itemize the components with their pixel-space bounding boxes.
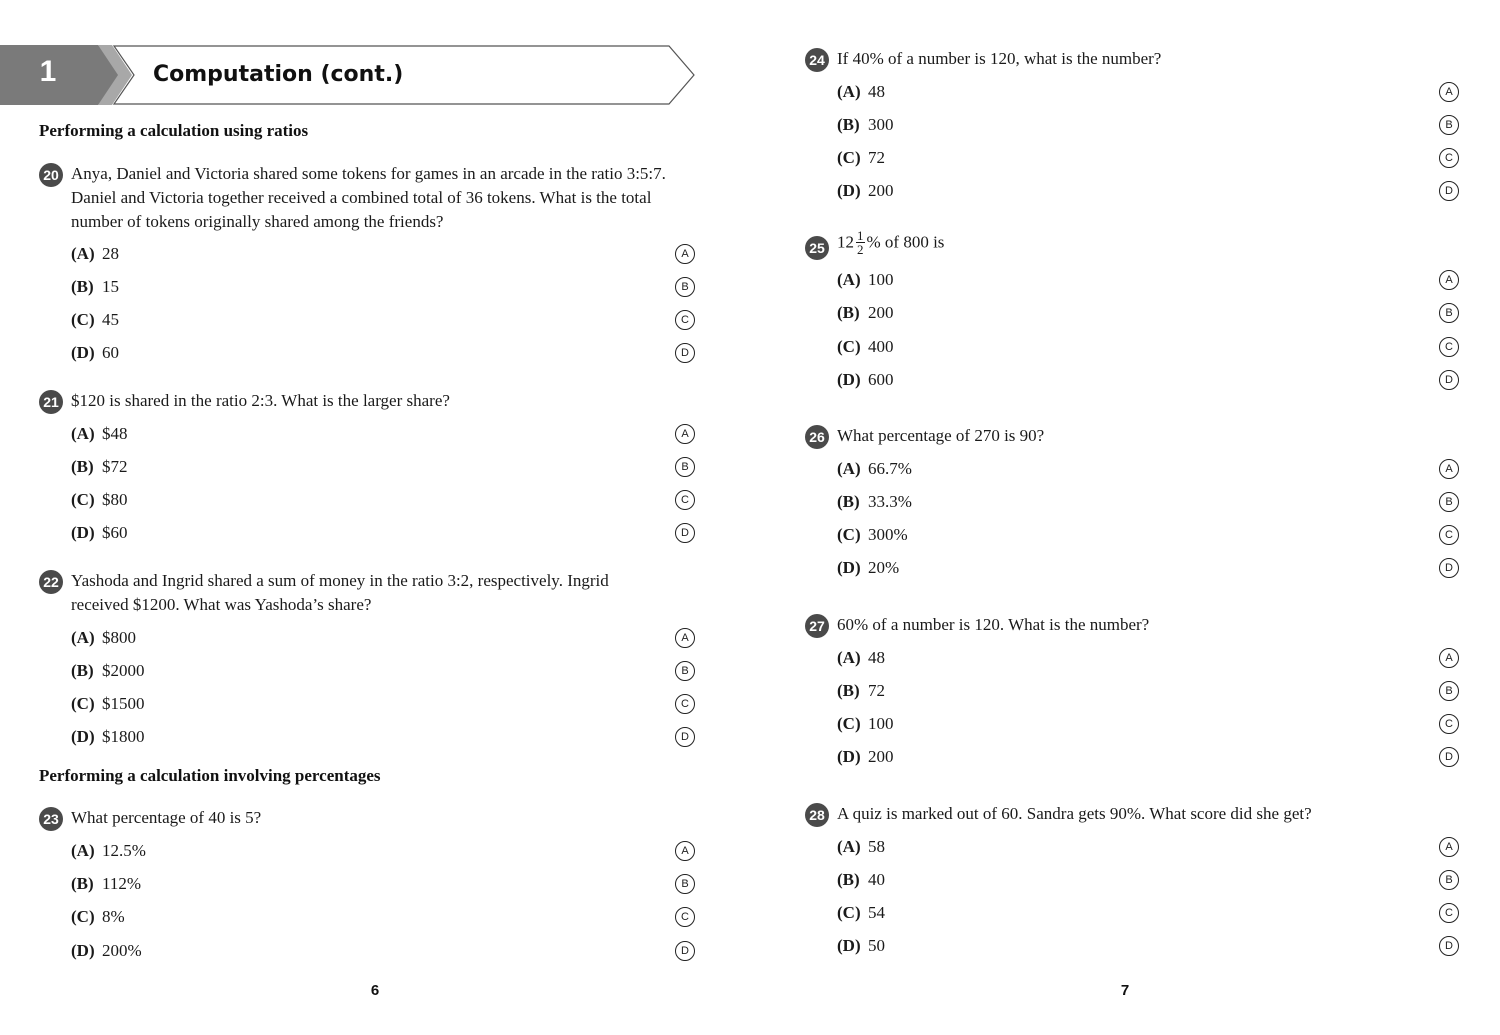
option-value: 300% [868, 525, 908, 544]
option-value: 72 [868, 681, 885, 700]
answer-bubble-b[interactable]: B [1439, 115, 1459, 135]
question-text [837, 424, 1044, 448]
option-value: $60 [102, 523, 128, 542]
option-24-d[interactable] [837, 179, 1462, 203]
option-letter: (A) [837, 82, 861, 101]
question-text-line: number of tokens originally shared among the friends? [71, 212, 444, 231]
option-21-a[interactable] [71, 422, 696, 446]
option-letter: (A) [837, 270, 861, 289]
option-letter: (C) [71, 907, 95, 926]
question-text-line: If 40% of a number is 120, what is the number? [837, 49, 1162, 68]
answer-bubble-a[interactable]: A [1439, 837, 1459, 857]
question-number-badge: 20 [39, 163, 63, 187]
answer-bubble-c[interactable]: C [1439, 337, 1459, 357]
answer-bubble-d[interactable]: D [1439, 747, 1459, 767]
question-text [837, 47, 1161, 71]
answer-bubble-c[interactable]: C [675, 310, 695, 330]
option-letter: (D) [837, 558, 861, 577]
question-text-line: What percentage of 270 is 90? [837, 426, 1045, 445]
question-text [71, 389, 450, 413]
question-number-badge: 28 [805, 803, 829, 827]
answer-bubble-d[interactable]: D [675, 941, 695, 961]
option-24-c[interactable] [837, 146, 1462, 170]
answer-bubble-c[interactable]: C [675, 907, 695, 927]
option-value: 48 [868, 82, 885, 101]
option-22-b[interactable] [71, 659, 696, 683]
section-heading-ratios: Performing a calculation using ratios [39, 121, 309, 140]
option-27-a[interactable] [837, 646, 1462, 670]
option-20-c[interactable] [71, 308, 696, 332]
option-25-b[interactable] [837, 301, 1462, 325]
answer-bubble-a[interactable]: A [675, 424, 695, 444]
option-22-a[interactable] [71, 626, 696, 650]
option-value: $80 [102, 490, 128, 509]
option-25-c[interactable] [837, 335, 1462, 359]
option-letter: (A) [837, 837, 861, 856]
option-27-d[interactable] [837, 745, 1462, 769]
option-26-a[interactable] [837, 457, 1462, 481]
option-letter: (D) [837, 370, 861, 389]
option-value: $72 [102, 457, 128, 476]
question-number-badge: 24 [805, 48, 829, 72]
question-number-badge: 23 [39, 807, 63, 831]
option-26-b[interactable] [837, 490, 1462, 514]
answer-bubble-b[interactable]: B [1439, 681, 1459, 701]
option-value: 100 [868, 714, 894, 733]
option-27-b[interactable] [837, 679, 1462, 703]
question-text-rest: % of 800 is [866, 232, 945, 252]
mixed-number-whole: 12 [837, 232, 854, 252]
question-text-line: A quiz is marked out of 60. Sandra gets 90%. What score did she get? [837, 804, 1312, 823]
answer-bubble-d[interactable]: D [675, 727, 695, 747]
option-28-b[interactable] [837, 868, 1462, 892]
answer-bubble-d[interactable]: D [1439, 558, 1459, 578]
option-letter: (B) [71, 874, 94, 893]
option-22-c[interactable] [71, 692, 696, 716]
option-letter: (D) [71, 523, 95, 542]
option-25-d[interactable] [837, 368, 1462, 392]
question-text-line: $120 is shared in the ratio 2:3. What is the larger share? [71, 391, 450, 410]
answer-bubble-c[interactable]: C [1439, 525, 1459, 545]
question-number-badge: 27 [805, 614, 829, 638]
answer-bubble-a[interactable]: A [1439, 82, 1459, 102]
chapter-number: 1 [39, 55, 57, 88]
option-21-d[interactable] [71, 521, 696, 545]
option-letter: (C) [71, 310, 95, 329]
page-number: 7 [1120, 982, 1130, 999]
option-letter: (A) [837, 459, 861, 478]
option-letter: (B) [837, 492, 860, 511]
option-letter: (D) [837, 747, 861, 766]
question-text [71, 569, 609, 617]
option-letter: (A) [71, 841, 95, 860]
option-value: $48 [102, 424, 128, 443]
option-letter: (C) [837, 148, 861, 167]
option-value: $1800 [102, 727, 145, 746]
option-value: 12.5% [102, 841, 146, 860]
option-value: 300 [868, 115, 894, 134]
option-value: 54 [868, 903, 885, 922]
option-letter: (A) [71, 244, 95, 263]
option-23-b[interactable] [71, 872, 696, 896]
option-28-a[interactable] [837, 835, 1462, 859]
answer-bubble-c[interactable]: C [1439, 903, 1459, 923]
fraction-denominator: 2 [857, 242, 864, 257]
answer-bubble-a[interactable]: A [675, 841, 695, 861]
answer-bubble-b[interactable]: B [675, 457, 695, 477]
option-27-c[interactable] [837, 712, 1462, 736]
option-value: 15 [102, 277, 119, 296]
answer-bubble-a[interactable]: A [1439, 270, 1459, 290]
option-value: 200% [102, 941, 142, 960]
chapter-title: Computation (cont.) [153, 62, 404, 87]
option-value: 50 [868, 936, 885, 955]
answer-bubble-b[interactable]: B [1439, 303, 1459, 323]
option-value: 28 [102, 244, 119, 263]
option-value: 48 [868, 648, 885, 667]
option-20-d[interactable] [71, 341, 696, 365]
option-25-a[interactable] [837, 268, 1462, 292]
option-value: 200 [868, 747, 894, 766]
option-value: $1500 [102, 694, 145, 713]
option-letter: (A) [71, 424, 95, 443]
option-value: 100 [868, 270, 894, 289]
question-number-badge: 22 [39, 570, 63, 594]
question-number-badge: 26 [805, 425, 829, 449]
option-value: 112% [102, 874, 142, 893]
option-24-b[interactable] [837, 113, 1462, 137]
question-text [837, 613, 1149, 637]
option-23-d[interactable] [71, 939, 696, 963]
option-letter: (B) [71, 457, 94, 476]
option-letter: (B) [837, 681, 860, 700]
question-number-badge: 25 [805, 236, 829, 260]
option-letter: (B) [837, 870, 860, 889]
option-letter: (C) [71, 694, 95, 713]
option-letter: (C) [837, 337, 861, 356]
question-text-line: 60% of a number is 120. What is the number? [837, 615, 1150, 634]
option-letter: (D) [837, 181, 861, 200]
answer-bubble-a[interactable]: A [675, 628, 695, 648]
option-23-a[interactable] [71, 839, 696, 863]
option-26-d[interactable] [837, 556, 1462, 580]
option-letter: (B) [71, 661, 94, 680]
answer-bubble-d[interactable]: D [675, 523, 695, 543]
answer-bubble-c[interactable]: C [675, 694, 695, 714]
question-text-line: Anya, Daniel and Victoria shared some tokens for games in an arcade in the ratio 3:5:7. [71, 164, 666, 183]
answer-bubble-b[interactable]: B [675, 661, 695, 681]
answer-bubble-b[interactable]: B [1439, 870, 1459, 890]
answer-bubble-d[interactable]: D [675, 343, 695, 363]
question-text [71, 162, 666, 234]
option-letter: (C) [71, 490, 95, 509]
option-letter: (C) [837, 714, 861, 733]
option-value: 66.7% [868, 459, 912, 478]
option-value: 58 [868, 837, 885, 856]
answer-bubble-a[interactable]: A [1439, 648, 1459, 668]
option-value: 600 [868, 370, 894, 389]
answer-bubble-d[interactable]: D [1439, 370, 1459, 390]
fraction [856, 229, 865, 256]
option-28-d[interactable] [837, 934, 1462, 958]
option-letter: (C) [837, 903, 861, 922]
option-26-c[interactable] [837, 523, 1462, 547]
question-text-line: Daniel and Victoria together received a combined total of 36 tokens. What is the total [71, 188, 652, 207]
answer-bubble-a[interactable]: A [675, 244, 695, 264]
option-value: $2000 [102, 661, 145, 680]
option-letter: (C) [837, 525, 861, 544]
option-letter: (B) [837, 303, 860, 322]
option-letter: (D) [71, 941, 95, 960]
option-letter: (D) [71, 343, 95, 362]
question-text [837, 802, 1312, 826]
option-value: 200 [868, 303, 894, 322]
answer-bubble-c[interactable]: C [675, 490, 695, 510]
answer-bubble-b[interactable]: B [1439, 492, 1459, 512]
option-value: 60 [102, 343, 119, 362]
question-text-line: Yashoda and Ingrid shared a sum of money in the ratio 3:2, respectively. Ingrid [71, 571, 609, 590]
option-value: 20% [868, 558, 900, 577]
option-value: 200 [868, 181, 894, 200]
question-text [71, 806, 261, 830]
answer-bubble-d[interactable]: D [1439, 936, 1459, 956]
answer-bubble-c[interactable]: C [1439, 714, 1459, 734]
question-text [837, 229, 944, 256]
option-letter: (D) [837, 936, 861, 955]
question-text-line: What percentage of 40 is 5? [71, 808, 262, 827]
option-value: 40 [868, 870, 885, 889]
option-letter: (D) [71, 727, 95, 746]
option-value: 400 [868, 337, 894, 356]
option-value: 33.3% [868, 492, 912, 511]
option-21-b[interactable] [71, 455, 696, 479]
option-letter: (B) [71, 277, 94, 296]
option-21-c[interactable] [71, 488, 696, 512]
option-24-a[interactable] [837, 80, 1462, 104]
option-letter: (B) [837, 115, 860, 134]
answer-bubble-d[interactable]: D [1439, 181, 1459, 201]
option-value: 72 [868, 148, 885, 167]
option-22-d[interactable] [71, 725, 696, 749]
page-number: 6 [370, 982, 380, 999]
question-text-line: received $1200. What was Yashoda’s share? [71, 595, 372, 614]
option-letter: (A) [837, 648, 861, 667]
option-letter: (A) [71, 628, 95, 647]
answer-bubble-c[interactable]: C [1439, 148, 1459, 168]
answer-bubble-a[interactable]: A [1439, 459, 1459, 479]
question-number-badge: 21 [39, 390, 63, 414]
option-value: 45 [102, 310, 119, 329]
option-20-b[interactable] [71, 275, 696, 299]
right-page [750, 0, 1500, 1035]
option-value: 8% [102, 907, 125, 926]
chapter-banner [0, 45, 700, 107]
option-value: $800 [102, 628, 136, 647]
answer-bubble-b[interactable]: B [675, 277, 695, 297]
option-20-a[interactable] [71, 242, 696, 266]
answer-bubble-b[interactable]: B [675, 874, 695, 894]
fraction-numerator: 1 [857, 228, 864, 243]
option-28-c[interactable] [837, 901, 1462, 925]
section-heading-percentages: Performing a calculation involving percentages [39, 766, 381, 785]
option-23-c[interactable] [71, 905, 696, 929]
